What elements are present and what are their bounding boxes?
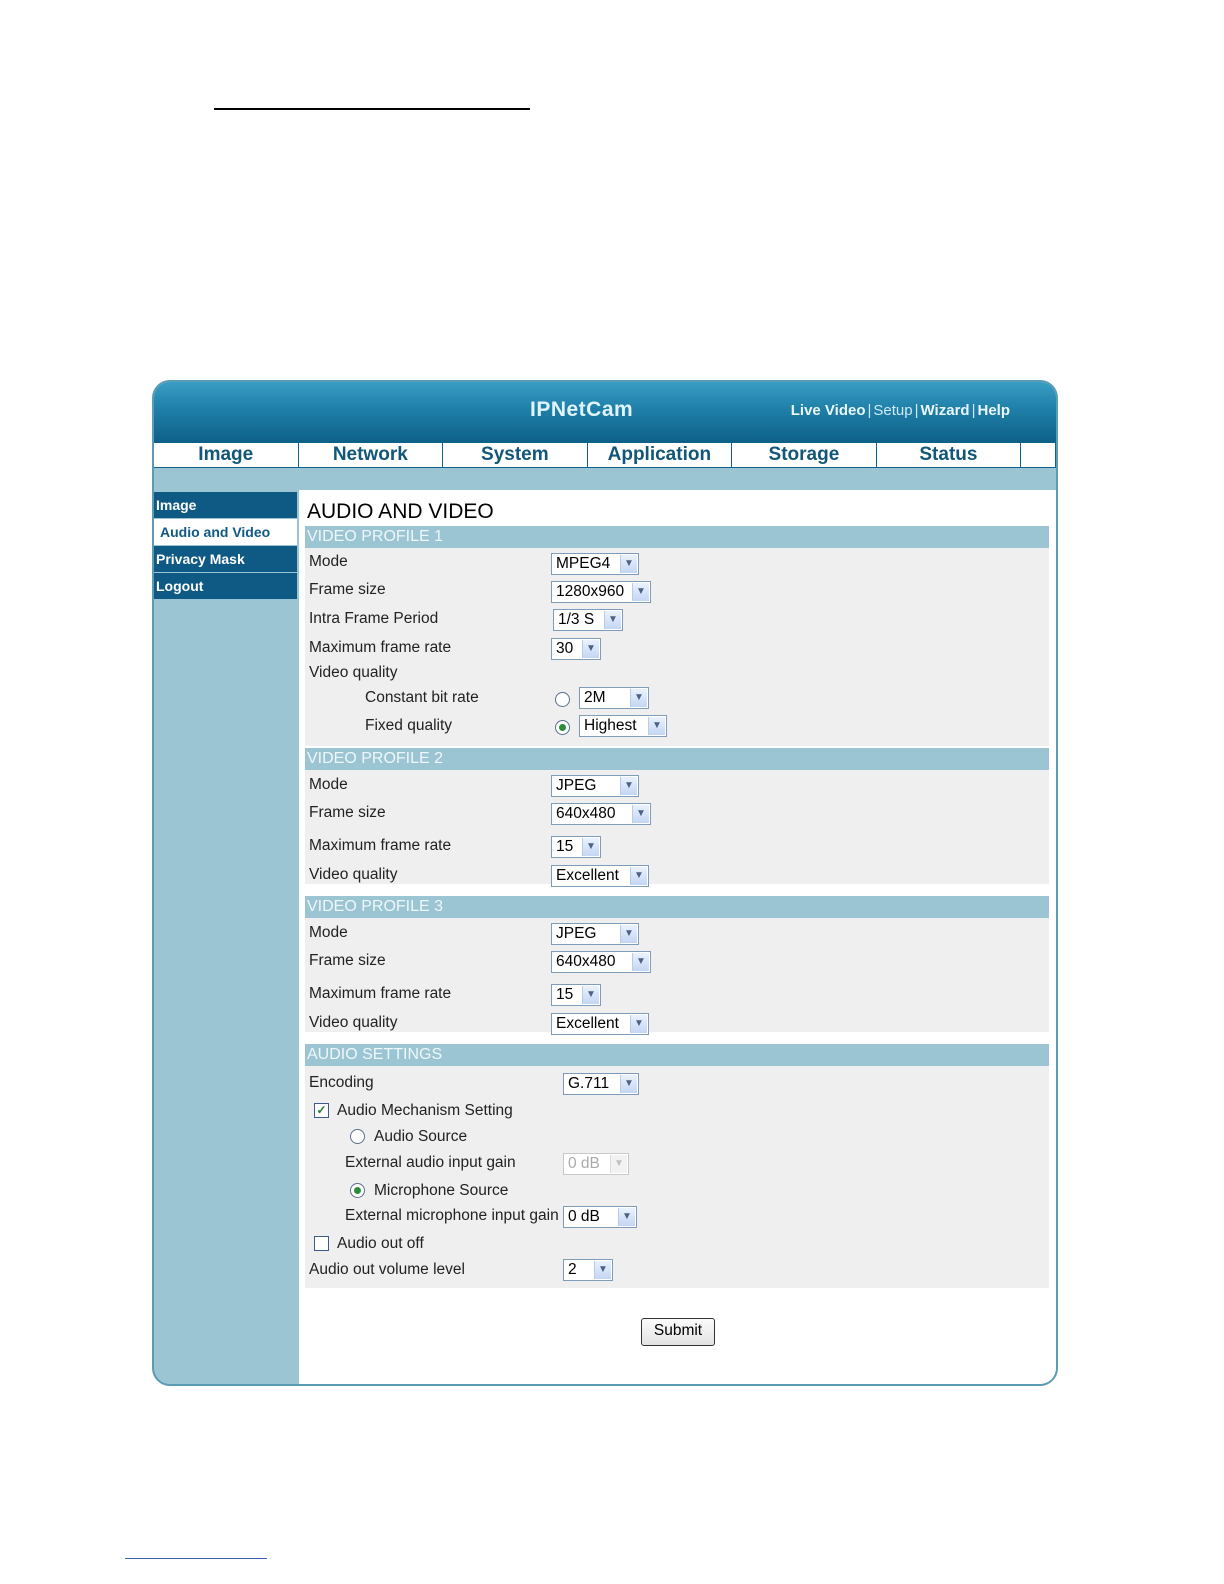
tab-spacer (1021, 443, 1056, 467)
label-frame-size: Frame size (309, 581, 386, 598)
chevron-down-icon: ▼ (618, 1208, 635, 1226)
audio-out-off-checkbox[interactable] (314, 1236, 329, 1251)
tab-application[interactable]: Application (588, 443, 733, 467)
chevron-down-icon: ▼ (632, 953, 649, 971)
link-help[interactable]: Help (977, 402, 1010, 419)
label-audio-source: Audio Source (374, 1128, 468, 1145)
chevron-down-icon: ▼ (630, 1015, 647, 1033)
chevron-down-icon: ▼ (620, 555, 637, 573)
chevron-down-icon: ▼ (620, 925, 637, 943)
video-profile-3 (305, 896, 1049, 1032)
section-heading: VIDEO PROFILE 2 (305, 748, 1049, 770)
label-volume: Audio out volume level (309, 1261, 465, 1278)
label-microphone-source: Microphone Source (374, 1182, 509, 1199)
section-heading: AUDIO SETTINGS (305, 1044, 1049, 1066)
video-quality-select[interactable]: Excellent ▼ (551, 865, 649, 887)
chevron-down-icon: ▼ (632, 583, 649, 601)
bottom-rule (125, 1558, 267, 1559)
header-bar (154, 382, 1056, 442)
cbr-radio[interactable] (555, 692, 570, 707)
label-audio-out-off: Audio out off (337, 1235, 424, 1252)
chevron-down-icon: ▼ (620, 1075, 637, 1093)
intra-frame-select[interactable]: 1/3 S ▼ (553, 609, 623, 631)
label-ext-audio-gain: External audio input gain (345, 1154, 516, 1171)
page-title: AUDIO AND VIDEO (307, 500, 494, 523)
frame-rate-select[interactable]: 15 ▼ (551, 836, 601, 858)
mode-select[interactable]: JPEG ▼ (551, 923, 639, 945)
label-encoding: Encoding (309, 1074, 374, 1091)
label-max-frame-rate: Maximum frame rate (309, 837, 452, 854)
top-links: Live Video | Setup | Wizard | Help (790, 402, 1010, 419)
label-intra-frame: Intra Frame Period (309, 610, 439, 627)
tab-system[interactable]: System (443, 443, 588, 467)
audio-settings (305, 1044, 1049, 1288)
label-max-frame-rate: Maximum frame rate (309, 985, 452, 1002)
fixed-quality-select[interactable]: Highest ▼ (579, 715, 667, 737)
video-profile-1 (305, 526, 1049, 746)
tab-network[interactable]: Network (299, 443, 444, 467)
fixed-quality-radio[interactable] (555, 720, 570, 735)
label-mode: Mode (309, 553, 348, 570)
app-title: IPNetCam (530, 398, 634, 421)
section-heading: VIDEO PROFILE 3 (305, 896, 1049, 918)
mode-select[interactable]: JPEG ▼ (551, 775, 639, 797)
submit-button[interactable]: Submit (641, 1318, 715, 1346)
label-frame-size: Frame size (309, 952, 386, 969)
chevron-down-icon: ▼ (630, 689, 647, 707)
top-rule (214, 108, 530, 110)
label-audio-mechanism: Audio Mechanism Setting (337, 1102, 513, 1119)
chevron-down-icon: ▼ (582, 986, 599, 1004)
chevron-down-icon: ▼ (610, 1155, 627, 1173)
link-setup[interactable]: Setup (873, 402, 913, 419)
label-constant-bit-rate: Constant bit rate (365, 689, 479, 706)
frame-rate-select[interactable]: 30 ▼ (551, 638, 601, 660)
sidebar (154, 492, 297, 600)
frame-size-select[interactable]: 640x480 ▼ (551, 951, 651, 973)
frame-rate-select[interactable]: 15 ▼ (551, 984, 601, 1006)
audio-mechanism-checkbox[interactable]: ✓ (314, 1103, 329, 1118)
tab-storage[interactable]: Storage (732, 443, 877, 467)
sidebar-item-privacy-mask[interactable]: Privacy Mask (154, 546, 297, 573)
ext-audio-gain-select: 0 dB ▼ (563, 1153, 629, 1175)
section-heading: VIDEO PROFILE 1 (305, 526, 1049, 548)
frame-size-select[interactable]: 1280x960 ▼ (551, 581, 651, 603)
tab-status[interactable]: Status (877, 443, 1022, 467)
sidebar-item-logout[interactable]: Logout (154, 573, 297, 600)
mic-gain-select[interactable]: 0 dB ▼ (563, 1206, 637, 1228)
frame-size-select[interactable]: 640x480 ▼ (551, 803, 651, 825)
chevron-down-icon: ▼ (582, 838, 599, 856)
main-tabs (154, 442, 1056, 468)
content-area (299, 490, 1058, 1386)
video-profile-2 (305, 748, 1049, 884)
label-frame-size: Frame size (309, 804, 386, 821)
link-wizard[interactable]: Wizard (920, 402, 970, 419)
chevron-down-icon: ▼ (604, 611, 621, 629)
label-fixed-quality: Fixed quality (365, 717, 453, 734)
label-mode: Mode (309, 924, 348, 941)
app-window (152, 380, 1058, 1386)
chevron-down-icon: ▼ (594, 1261, 611, 1279)
tab-image[interactable]: Image (154, 443, 299, 467)
chevron-down-icon: ▼ (632, 805, 649, 823)
sidebar-item-audio-video[interactable]: Audio and Video (154, 519, 297, 546)
label-video-quality: Video quality (309, 1014, 398, 1031)
chevron-down-icon: ▼ (630, 867, 647, 885)
encoding-select[interactable]: G.711 ▼ (563, 1073, 639, 1095)
label-video-quality: Video quality (309, 664, 398, 681)
label-max-frame-rate: Maximum frame rate (309, 639, 452, 656)
mode-select[interactable]: MPEG4 ▼ (551, 553, 639, 575)
video-quality-select[interactable]: Excellent ▼ (551, 1013, 649, 1035)
audio-source-radio[interactable] (350, 1129, 365, 1144)
chevron-down-icon: ▼ (582, 640, 599, 658)
bit-rate-select[interactable]: 2M ▼ (579, 687, 649, 709)
link-live-video[interactable]: Live Video (790, 402, 866, 419)
microphone-source-radio[interactable] (350, 1183, 365, 1198)
label-mode: Mode (309, 776, 348, 793)
sidebar-item-image[interactable]: Image (154, 492, 297, 519)
chevron-down-icon: ▼ (648, 717, 665, 735)
volume-select[interactable]: 2 ▼ (563, 1259, 613, 1281)
label-video-quality: Video quality (309, 866, 398, 883)
chevron-down-icon: ▼ (620, 777, 637, 795)
label-mic-gain: External microphone input gain (345, 1207, 559, 1224)
